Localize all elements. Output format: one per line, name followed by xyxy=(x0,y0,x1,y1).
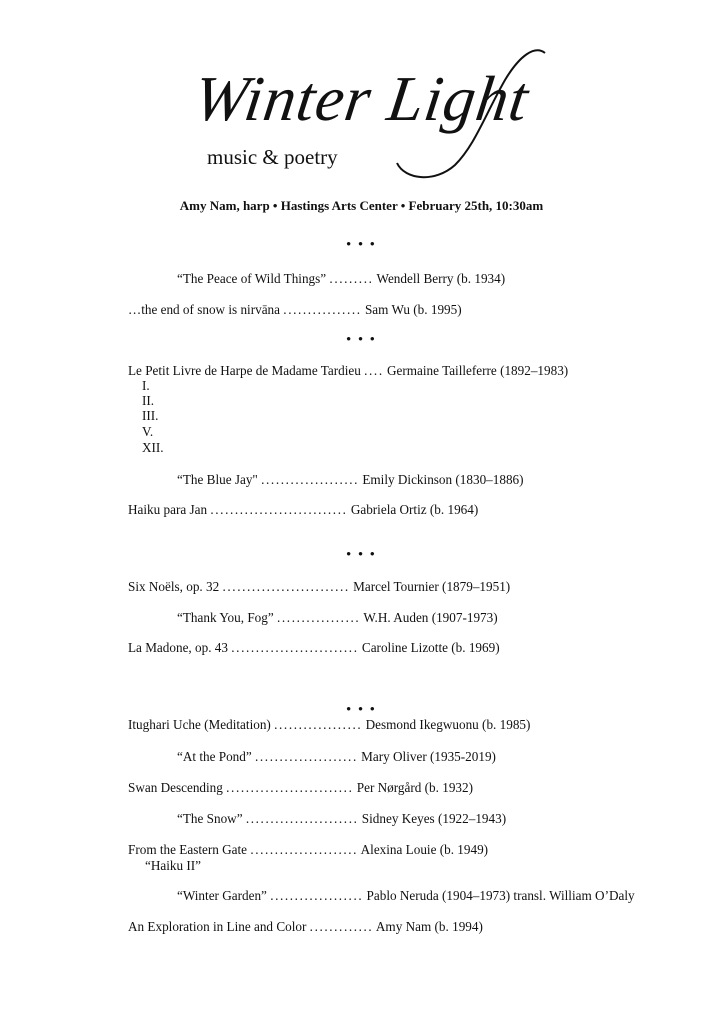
program-credit: Emily Dickinson (1830–1886) xyxy=(359,472,524,487)
program-item xyxy=(177,610,498,626)
dot-leader: ....................... xyxy=(245,811,359,826)
separator: • • • xyxy=(346,546,377,561)
movement: III. xyxy=(142,408,159,423)
separator: • • • xyxy=(346,331,377,346)
dot-leader: .......................... xyxy=(226,780,354,795)
program-item xyxy=(177,811,506,827)
dot-leader: .................. xyxy=(274,717,363,732)
program-item xyxy=(177,271,505,287)
dot-leader: ..................... xyxy=(255,749,358,764)
program-item xyxy=(128,302,462,318)
program-item xyxy=(128,780,473,796)
program-credit: Per Nørgård (b. 1932) xyxy=(353,780,474,795)
dot-leader: ............................ xyxy=(210,502,348,517)
program-item xyxy=(177,749,496,765)
program-item xyxy=(128,919,483,935)
program-work: Swan Descending xyxy=(128,780,227,795)
program-credit: Amy Nam (b. 1994) xyxy=(373,919,483,934)
program-item xyxy=(128,717,530,733)
program-work: Le Petit Livre de Harpe de Madame Tardieu xyxy=(128,363,365,378)
program-item xyxy=(128,363,568,379)
program-item xyxy=(177,472,524,488)
dot-leader: ...................... xyxy=(250,842,359,857)
program-item xyxy=(128,842,488,858)
program-work: Six Noëls, op. 32 xyxy=(128,579,223,594)
movement: V. xyxy=(142,424,154,439)
title: Winter Light xyxy=(189,63,534,134)
program-credit: Gabriela Ortiz (b. 1964) xyxy=(347,502,479,517)
program-work: Itughari Uche (Meditation) xyxy=(128,717,275,732)
dot-leader: .......................... xyxy=(231,640,359,655)
program-work: La Madone, op. 43 xyxy=(128,640,232,655)
program-work: “At the Pond” xyxy=(177,749,256,764)
program-credit: Wendell Berry (b. 1934) xyxy=(373,271,506,286)
program-credit: Desmond Ikegwuonu (b. 1985) xyxy=(362,717,531,732)
subtitle: music & poetry xyxy=(207,145,338,169)
dot-leader: ................... xyxy=(270,888,364,903)
program-credit: Pablo Neruda (1904–1973) transl. William O’Daly xyxy=(363,888,635,903)
program-credit: Alexina Louie (b. 1949) xyxy=(358,842,489,857)
dot-leader: ................. xyxy=(277,610,361,625)
program-item xyxy=(128,579,510,595)
dot-leader: ............. xyxy=(309,919,374,934)
dot-leader: .......................... xyxy=(222,579,350,594)
program-work: Haiku para Jan xyxy=(128,502,211,517)
separator: • • • xyxy=(346,236,377,251)
program-credit: Sidney Keyes (1922–1943) xyxy=(358,811,507,826)
program-credit: Sam Wu (b. 1995) xyxy=(361,302,462,317)
movement: II. xyxy=(142,393,155,408)
program-work: “The Blue Jay" xyxy=(177,472,262,487)
program-credit: Germaine Tailleferre (1892–1983) xyxy=(383,363,569,378)
concert-info: Amy Nam, harp • Hastings Arts Center • February 25th, 10:30am xyxy=(179,198,544,213)
program-credit: Marcel Tournier (1879–1951) xyxy=(349,579,511,594)
program-credit: Mary Oliver (1935-2019) xyxy=(357,749,496,764)
program-credit: W.H. Auden (1907-1973) xyxy=(360,610,498,625)
dot-leader: .................... xyxy=(261,472,360,487)
dot-leader: ......... xyxy=(329,271,374,286)
separator: • • • xyxy=(346,701,377,716)
program-item xyxy=(128,640,500,656)
movement: XII. xyxy=(142,440,164,455)
program-work: “Winter Garden” xyxy=(177,888,271,903)
dot-leader: ................ xyxy=(283,302,362,317)
program-work: From the Eastern Gate xyxy=(128,842,251,857)
sub-movement: “Haiku II” xyxy=(145,858,202,873)
program-work: An Exploration in Line and Color xyxy=(128,919,310,934)
dot-leader: .... xyxy=(364,363,384,378)
movement: I. xyxy=(142,378,150,393)
program-work: “Thank You, Fog” xyxy=(177,610,278,625)
program-work: “The Peace of Wild Things” xyxy=(177,271,330,286)
program-item xyxy=(128,502,478,518)
program-item xyxy=(177,888,635,904)
program-credit: Caroline Lizotte (b. 1969) xyxy=(358,640,500,655)
program-work: “The Snow” xyxy=(177,811,246,826)
program-work: …the end of snow is nirvāna xyxy=(128,302,284,317)
